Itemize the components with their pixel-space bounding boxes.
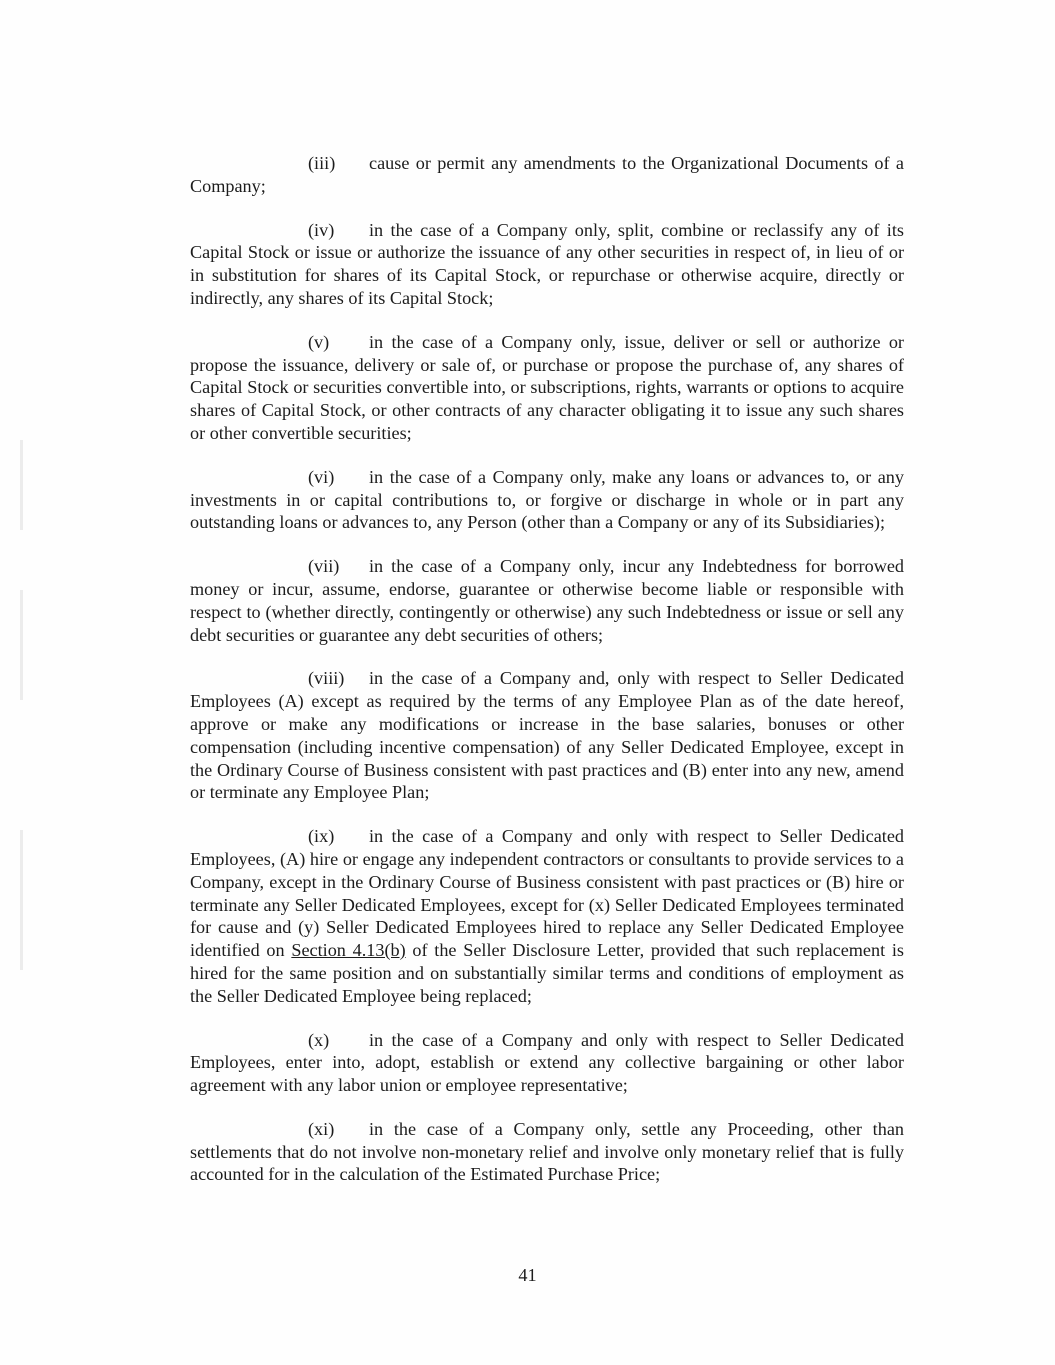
clause-text: in the case of a Company only, settle any Proceeding, other than settlements that do not involve non-monetary relief and involve only monetary relief that is fully accounted for in the calculation of the Estimated Purchase Price; <box>190 1118 904 1185</box>
section-reference-link: Section 4.13(b) <box>291 940 406 961</box>
clause-text-continued: of the Seller Disclosure Letter, provided that such replacement is hired for the same position and on substantially similar terms and conditions of employment as the Seller Dedicated Employee being replaced; <box>190 940 904 1006</box>
clause-label: (xi) <box>308 1118 335 1139</box>
clause-label: (iv) <box>308 219 335 240</box>
clause-text: in the case of a Company only, split, combine or reclassify any of its Capital Stock or issue or authorize the issuance of any other securities in respect of, in lieu of or in substitution for shares of its Capital Stock, or repurchase or otherwise acquire, directly or indirectly, any shares of its Capital Stock; <box>190 219 904 308</box>
clause-xi <box>190 1118 904 1186</box>
clause-label: (viii) <box>308 668 345 689</box>
clause-iii <box>190 152 904 198</box>
scan-edge-mark <box>20 590 23 700</box>
clause-viii <box>190 667 904 804</box>
clause-text: in the case of a Company and only with respect to Seller Dedicated Employees, (A) hire or engage any independent contractors or consultants to provide services to a Company, except in the Ordinary Course of Business consistent with past practices or (B) hire or terminate any Seller Dedicated Employees, except for (x) Seller Dedicated Employees terminated for cause and (y) Seller Dedicated Employees hired to replace any Seller Dedicated Employee identified on <box>190 826 904 961</box>
clause-label: (vii) <box>308 556 340 577</box>
clause-x <box>190 1029 904 1097</box>
clause-iv <box>190 219 904 310</box>
clause-label: (ix) <box>308 826 335 847</box>
clause-label: (vi) <box>308 466 335 487</box>
clause-text: in the case of a Company only, make any loans or advances to, or any investments in or capital contributions to, or forgive or discharge in whole or in part any outstanding loans or advances to, any Person (other than a Company or any of its Subsidiaries); <box>190 466 904 533</box>
scan-edge-mark <box>20 440 23 530</box>
clause-ix <box>190 825 904 1007</box>
clause-text: in the case of a Company only, incur any Indebtedness for borrowed money or incur, assume, endorse, guarantee or otherwise become liable or responsible with respect to (whether directly, contingently or otherwise) any such Indebtedness or issue or sell any debt securities or guarantee any debt securities of others; <box>190 556 904 645</box>
clause-v <box>190 331 904 445</box>
clause-label: (x) <box>308 1029 330 1050</box>
page-number: 41 <box>518 1265 537 1285</box>
clause-text: in the case of a Company and, only with respect to Seller Dedicated Employees (A) except as required by the terms of any Employee Plan as of the date hereof, approve or make any modifications or increase in the base salaries, bonuses or other compensation (including incentive compensation) of any Seller Dedicated Employee, except in the Ordinary Course of Business consistent with past practices and (B) enter into any new, amend or terminate any Employee Plan; <box>190 668 904 803</box>
scan-edge-mark <box>20 830 23 970</box>
clause-text: in the case of a Company and only with respect to Seller Dedicated Employees, enter into, adopt, establish or extend any collective bargaining or other labor agreement with any labor union or employee representative; <box>190 1029 904 1096</box>
clause-vii <box>190 555 904 646</box>
clause-label: (iii) <box>308 153 336 173</box>
clause-text: in the case of a Company only, issue, deliver or sell or authorize or propose the issuance, delivery or sale of, or purchase or propose the purchase of, any shares of Capital Stock or securities convertible into, or subscriptions, rights, warrants or options to acquire shares of Capital Stock, or other contracts of any character obligating it to issue any such shares or other convertible securities; <box>190 331 904 443</box>
clause-vi <box>190 466 904 534</box>
clause-text: cause or permit any amendments to the Organizational Documents of a Company; <box>190 153 904 196</box>
document-body <box>190 152 904 1207</box>
clause-label: (v) <box>308 331 330 352</box>
